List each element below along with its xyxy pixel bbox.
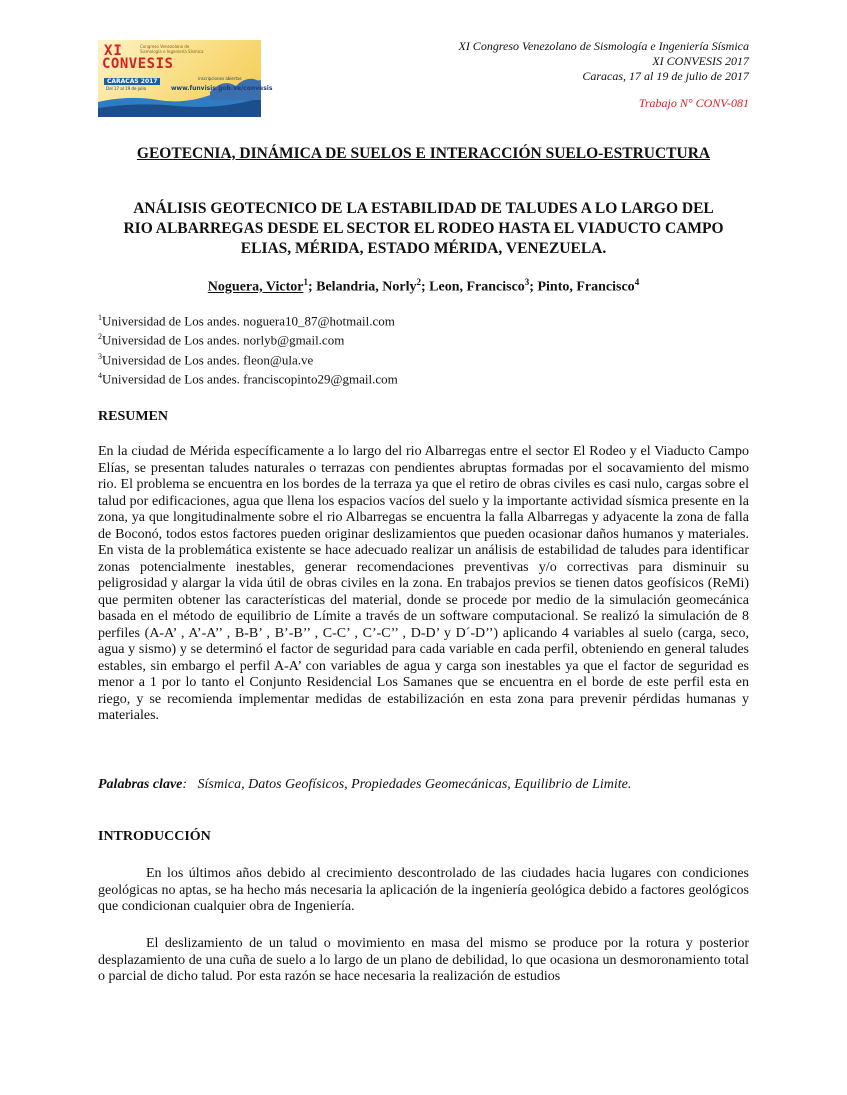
- author-sup: 3: [524, 277, 530, 287]
- logo-city: CARACAS 2017: [104, 78, 160, 85]
- affiliation-text: Universidad de Los andes. norlyb@gmail.com: [102, 332, 345, 348]
- author-name: Leon, Francisco: [429, 279, 525, 295]
- affiliation-sup: 2: [98, 332, 102, 342]
- logo-url: www.funvisis.gob.ve/convesis: [171, 85, 273, 92]
- title-line: ANÁLISIS GEOTECNICO DE LA ESTABILIDAD DE TALUDES A LO LARGO DEL: [133, 200, 714, 217]
- header-line-3: Caracas, 17 al 19 de julio de 2017: [582, 69, 749, 83]
- title-line: RIO ALBARREGAS DESDE EL SECTOR EL RODEO HASTA EL VIADUCTO CAMPO: [123, 220, 724, 237]
- header-line-1: XI Congreso Venezolano de Sismología e Ingeniería Sísmica: [458, 39, 749, 53]
- intro-paragraph: En los últimos años debido al crecimiento descontrolado de las ciudades hacia lugares con condiciones geológicas no aptas, se ha hecho más necesaria la aplicación de la ingeniería geológica debido a factores geológicos que condicionan cualquier obra de Ingeniería.: [98, 866, 749, 914]
- keywords-label: Palabras clave: [98, 777, 183, 792]
- abstract-text: En la ciudad de Mérida específicamente a lo largo del rio Albarregas entre el sector El Rodeo y el Viaducto Campo Elías, se presentan taludes naturales o terrazas con pendientes abruptas formadas por el socavamiento del mismo rio. El problema se encuentra en los bordes de la terraza ya que el retiro de obras civiles es casi nulo, cargas sobre el talud por edificaciones, agua que llena los espacios vacíos del suelo y la importante actividad sísmica presente en la zona, ya que longitudinalmente sobre el rio Albarregas se encuentra la falla Albarregas y adyacente la zona de falla de Boconó, todos estos factores pueden originar deslizamientos que pueden ocasionar daños humanos y materiales. En vista de la problemática existente se hace adecuado realizar un análisis de estabilidad de taludes para identificar zonas potencialmente inestables, generar recomendaciones preventivas y/o correctivas para disminuir su peligrosidad y alargar la vida útil de obras civiles en la zona. En trabajos previos se tienen datos geofísicos (ReMi) que permiten obtener las características del material, donde se procede por medio de la simulación geomecánica basada en el método de equilibrio de Límite a través de un software computacional. Se realizó la simulación de 8 perfiles (A-A’ , A’-A’’ , B-B’ , B’-B’’ , C-C’ , C’-C’’ , D-D’ y D´-D’’) aplicando 4 variables al suelo (carga, seco, agua y sismo) y se determinó el factor de seguridad para cada variable en cada perfil, obteniendo en general taludes estables, sin embargo el perfil A-A’ con variables de agua y carga son inestables ya que el factor de seguridad es menor a 1 por lo tanto el Conjunto Residencial Los Samanes que se encuentra en el borde de este perfil esta en riego, y se recomienda implementar medidas de estabilización en esta zona para prevenir pérdidas humanas y materiales.: [98, 444, 749, 723]
- conference-header: [458, 39, 749, 84]
- affiliation-sup: 3: [98, 351, 102, 361]
- convesis-logo: [98, 40, 273, 117]
- affiliation-text: Universidad de Los andes. noguera10_87@hotmail.com: [102, 313, 395, 329]
- paper-number: Trabajo N° CONV-081: [638, 96, 749, 110]
- resumen-heading: RESUMEN: [98, 409, 169, 424]
- author-name: Noguera, Victor: [207, 279, 304, 295]
- affiliation-sup: 1: [98, 313, 102, 322]
- affiliation-item: [98, 329, 398, 348]
- logo-brand: CONVESIS: [102, 56, 174, 72]
- affiliation-item: [98, 349, 398, 368]
- logo-dates: Del 17 al 19 de julio: [106, 86, 147, 91]
- logo-roman: XI: [104, 43, 123, 59]
- affiliation-text: Universidad de Los andes. fleon@ula.ve: [102, 351, 314, 367]
- author-list: Noguera, Victor$^1$; Belandria, Norly$^2$; Leon, Francisco$^3$; Pinto, Francisco$^4$: [207, 277, 640, 295]
- logo-small-text: Congreso Venezolano de Sismología e Ingeniería Sísmica: [140, 44, 204, 54]
- keywords: Palabras clave: Sísmica, Datos Geofísicos, Propiedades Geomecánicas, Equilibrio de Limite.: [98, 777, 632, 792]
- affiliation-item: [98, 368, 398, 387]
- logo-inscriptions: inscripciones abiertas: [198, 76, 242, 81]
- affiliation-text: Universidad de Los andes. franciscopinto29@gmail.com: [102, 371, 398, 387]
- header-line-2: XI CONVESIS 2017: [652, 54, 749, 68]
- author-name: Pinto, Francisco: [537, 279, 635, 295]
- title-line: ELIAS, MÉRIDA, ESTADO MÉRIDA, VENEZUELA.: [240, 240, 607, 257]
- keywords-text: Sísmica, Datos Geofísicos, Propiedades Geomecánicas, Equilibrio de Limite.: [197, 777, 632, 792]
- affiliation-sup: 4: [98, 370, 102, 380]
- author-sup: 1: [303, 277, 308, 287]
- author-sup: 4: [634, 277, 640, 287]
- affiliations: [98, 310, 398, 387]
- author-name: Belandria, Norly: [316, 279, 417, 295]
- section-title: GEOTECNIA, DINÁMICA DE SUELOS E INTERACCIÓN SUELO-ESTRUCTURA: [136, 145, 711, 162]
- intro-paragraph: El deslizamiento de un talud o movimiento en masa del mismo se produce por la rotura y posterior desplazamiento de una cuña de suelo a lo largo de un plano de debilidad, lo que ocasiona un desmoronamiento total o parcial de dicho talud. Por esta razón se hace necesaria la realización de estudios: [98, 936, 749, 984]
- affiliation-item: [98, 310, 398, 329]
- intro-heading: INTRODUCCIÓN: [98, 829, 211, 844]
- author-sup: 2: [416, 277, 421, 287]
- paper-title: [98, 199, 749, 259]
